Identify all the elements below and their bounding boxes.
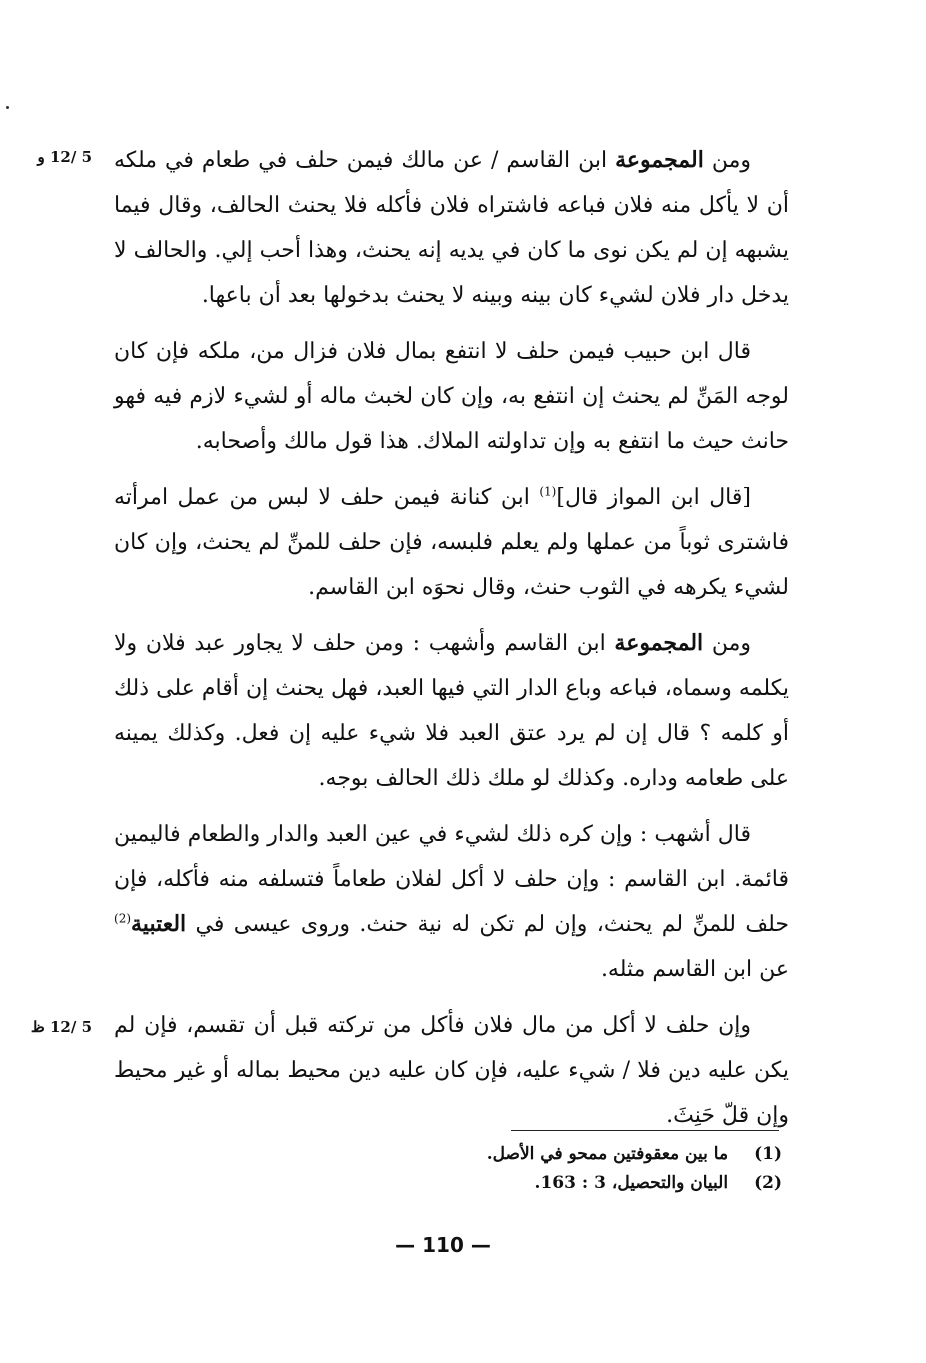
footnote-ref: (2) [114,911,132,926]
page-number: — 110 — [395,1233,491,1257]
footnote [380,1140,782,1169]
footnote-separator [511,1130,779,1131]
paragraph: قال ابن حبيب فيمن حلف لا انتفع بمال فلان فزال من، ملكه فإن كان لوجه المَنِّ لم يحنث إن انتفع به، وإن كان لخبث ماله أو لشيء لازم فيه فهو حانث حيث ما انتفع به وإن تداولته الملاك. هذا قول مالك وأصحابه. [114,339,789,454]
footnote-number: (1) [754,1144,782,1164]
footnote-text: البيان والتحصيل، 3 : 163. [534,1173,729,1193]
paragraph: ومن المجموعة ابن القاسم / عن مالك فيمن حلف في طعام في ملكه أن لا يأكل منه فلان فباعه فاشتراه فلان فأكله فلا يحنث الحالف، وقال فيما يشبهه إن لم يكن نوى ما كان في يديه إنه يحنث، وهذا أحب إلي. والحالف لا يدخل دار فلان لشيء كان بينه وبينه لا يحنث بدخولها بعد أن باعها. [114,147,789,308]
paragraph: [قال ابن المواز قال]$^{(1)}$ ابن كنانة فيمن حلف لا لبس من عمل امرأته فاشترى ثوباً من عملها ولم يعلم فلبسه، فإن حلف للمنِّ لم يحنث، وإن كان لشيء يكرهه في الثوب حنث، وقال نحوَه ابن القاسم. [114,484,789,600]
footnote-ref: (1) [539,484,557,499]
stray-mark [6,106,9,109]
paragraph: ومن المجموعة ابن القاسم وأشهب : ومن حلف لا يجاور عبد فلان ولا يكلمه وسماه، فباعه وباع الدار التي فيها العبد، فهل يحنث إن أقام على ذلك أو كلمه ؟ قال إن لم يرد عتق العبد فلا شيء عليه إن فعل. وكذلك يمينه على طعامه وداره. وكذلك لو ملك ذلك الحالف بوجه. [114,630,789,791]
footnote [380,1169,782,1198]
margin-folio-note-recto: 5 /12 و [37,148,92,166]
paragraph: قال أشهب : وإن كره ذلك لشيء في عين العبد والدار والطعام فاليمين قائمة. ابن القاسم : وإن حلف لا أكل لفلان طعاماً فتسلفه منه فأكله، فإن حلف للمنِّ لم يحنث، وإن لم تكن له نية حنث. وروى عيسى في العتبية$^{(2)}$ عن ابن القاسم مثله. [114,822,789,982]
margin-folio-note-verso: 5 /12 ظ [30,1018,92,1036]
main-text [114,138,789,1149]
paragraph: وإن حلف لا أكل من مال فلان فأكل من تركته قبل أن تقسم، فإن لم يكن عليه دين فلا / شيء عليه، فإن كان عليه دين محيط بماله أو غير محيط وإن قلّ حَنِثَ. [114,1013,789,1128]
footnote-text: ما بين معقوفتين ممحو في الأصل. [486,1144,729,1164]
footnotes [380,1140,782,1198]
footnote-number: (2) [754,1173,782,1193]
